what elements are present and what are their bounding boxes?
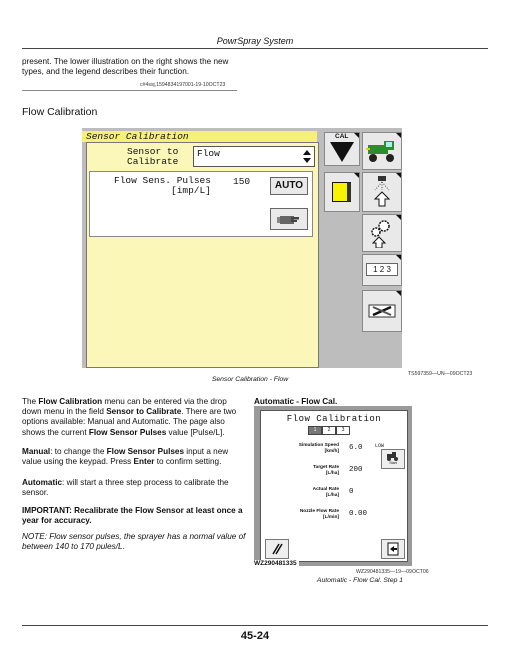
flow-calibration-screen [254,406,412,566]
nozzle-spray-icon [372,176,394,208]
sensor-to-calibrate-label [127,147,178,167]
page-number: 45-24 [240,630,270,642]
step-3: 3 [336,426,350,435]
cal-key-label: CAL [335,133,349,140]
pulses-label-line-1: Flow Sens. Pulses [114,175,211,186]
body-para-1: The Flow Calibration menu can be entered via the drop down menu in the field Sensor to Calibrate. There are two options available: Manual and Automatic. The page also shows the current Flow Sensor Pulses value [Pulse/L]. [22,397,237,437]
intro-rule [22,90,237,91]
right-section-title: Automatic - Flow Cal. [254,397,338,406]
sprayer-machine-icon [366,139,398,163]
sensor-dropdown[interactable] [193,146,315,167]
flow-row-label: Actual Rate [L/ha] [312,487,339,498]
settings-up-key[interactable] [362,214,402,252]
tools-key[interactable] [362,290,402,332]
speed-level-label: LOW [375,443,385,449]
down-arrow-icon [330,142,354,162]
cal-key[interactable] [324,132,360,166]
header-rule [22,48,488,49]
exit-key[interactable] [381,539,405,559]
sensor-screen-caption: Sensor Calibration - Flow [211,376,289,383]
flow-row-label: Target Rate [L/ha] [312,465,339,476]
cancel-key[interactable] [265,539,289,559]
sensor-note: NOTE: Flow sensor pulses, the sprayer has a normal value of between 140 to 170 pules/L. [22,532,246,552]
auto-button[interactable]: AUTO [270,177,308,195]
important-note: IMPORTANT: Recalibrate the Flow Sensor at least once a year for accuracy. [22,506,243,526]
section-title: Flow Calibration [22,106,98,118]
hand-pointer-icon [271,209,307,229]
footer-rule [22,625,488,626]
manual-entry-button[interactable] [270,208,308,230]
intro-ref: c#4ssj,1594834197001-19-10OCT23 [140,82,226,88]
flow-row-value: 200 [349,466,363,474]
intro-text: present. The lower illustration on the right shows the new types, and the legend describes their function. [22,57,229,77]
pulses-label-line-2: [imp/L] [171,185,211,196]
nozzle-key[interactable] [362,172,402,212]
pulses-value[interactable]: 150 [233,176,251,187]
keypad-key[interactable] [362,254,402,286]
flow-row-value: 0.00 [349,510,368,518]
sensor-dropdown-value: Flow [197,148,220,159]
pulses-label [114,176,211,196]
flow-screen-caption: Automatic - Flow Cal. Step 1 [316,577,404,584]
sensor-label-line-1: Sensor to [127,146,179,157]
flow-row-label: Nozzle Flow Rate [L/min] [299,509,339,520]
flow-row-label: Simulation Speed [km/h] [298,443,339,454]
sensor-screen-ref: TS597359—UN—09OCT23 [408,371,473,377]
keypad-icon: 1 2 3 [366,263,398,276]
flow-screen-title: Flow Calibration [286,414,382,424]
tank-key[interactable] [324,172,360,212]
exit-icon [387,542,399,556]
tractor-icon [386,452,400,461]
sensor-calibration-screen [82,128,402,368]
pulses-panel [89,171,313,237]
sensor-label-line-2: Calibrate [127,156,179,167]
body-para-manual: Manual: to change the Flow Sensor Pulses input a new value using the keypad. Press Enter to confirm setting. [22,447,229,467]
step-indicator [308,426,350,435]
sensor-screen-title: Sensor Calibration [82,131,317,142]
slash-icon [270,542,284,556]
step-2: 2 [322,426,336,435]
body-para-automatic: Automatic: will start a three step process to calibrate the sensor. [22,478,229,498]
sprayer-machine-key[interactable] [362,132,402,170]
step-1: 1 [308,426,322,435]
dropdown-arrows-icon [303,150,311,163]
flow-row-value[interactable]: 6.0 [349,444,363,452]
flow-screen-ref: WZ290481335—19—09OCT06 [356,569,429,575]
start-button[interactable] [381,449,405,469]
start-label: Start [389,461,397,465]
gear-up-icon [369,218,395,248]
page-header: PowrSpray System [216,36,294,46]
flow-figure-id: WZ290481335 [254,560,297,567]
wrench-tools-icon [367,301,397,321]
flow-row-value: 0 [349,488,354,496]
sensor-main-panel [86,142,319,368]
flow-screen-panel [260,410,408,562]
tank-level-icon [332,182,354,204]
